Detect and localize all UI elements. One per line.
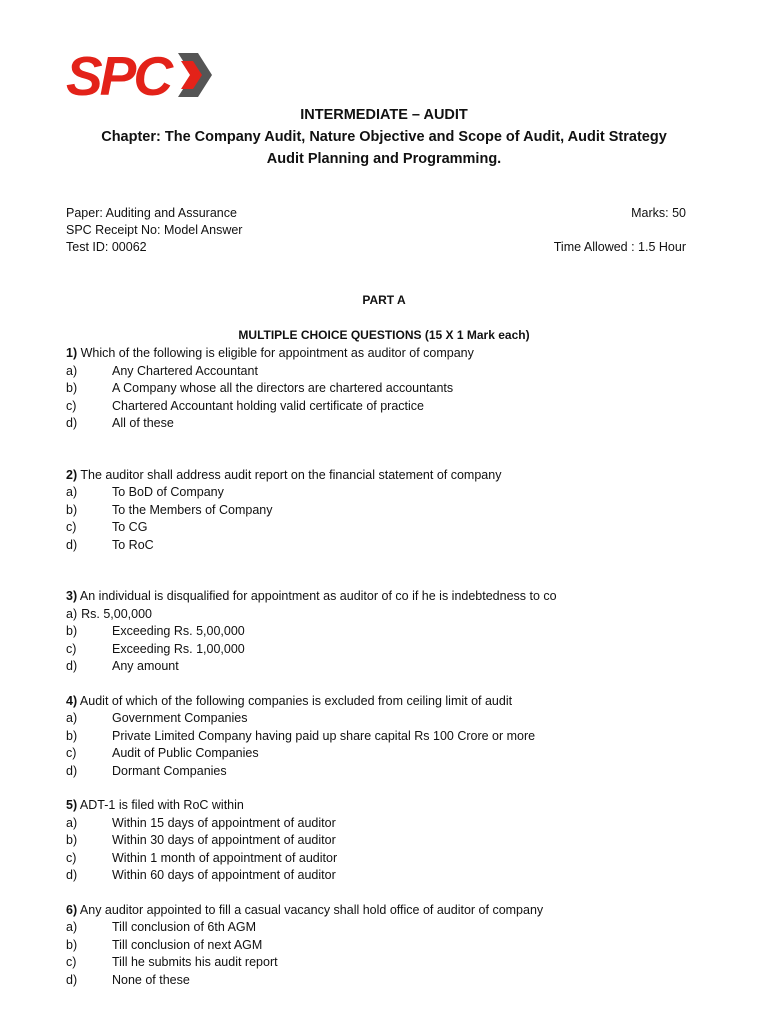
option-label: b) <box>66 624 78 638</box>
option-text: All of these <box>112 416 174 430</box>
answer-option <box>66 398 706 416</box>
question-text-line <box>66 467 706 485</box>
answer-option <box>66 623 706 641</box>
option-label: d) <box>66 659 78 673</box>
option-label: d) <box>66 868 78 882</box>
question-text: ADT-1 is filed with RoC within <box>79 798 244 812</box>
question-text: Any auditor appointed to fill a casual vacancy shall hold office of auditor of company <box>79 902 544 917</box>
part-label: PART A <box>362 293 406 307</box>
answer-option <box>66 850 706 868</box>
marks: Marks: 50 <box>631 206 686 220</box>
question-text: An individual is disqualified for appointment as auditor of co if he is indebtedness to co <box>79 589 557 603</box>
option-label: b) <box>66 728 78 743</box>
option-label: d) <box>66 537 78 552</box>
answer-option <box>66 519 706 537</box>
option-label: a) <box>66 711 78 725</box>
question-text: Which of the following is eligible for appointment as auditor of company <box>80 346 474 360</box>
option-text: To BoD of Company <box>112 485 224 499</box>
answer-option <box>66 745 706 763</box>
time-allowed: Time Allowed : 1.5 Hour <box>553 240 686 254</box>
option-label: a) <box>66 363 78 378</box>
option-label: c) <box>66 520 77 534</box>
question-number: 5) <box>66 798 78 812</box>
question-number: 3) <box>66 589 78 603</box>
answer-option <box>66 763 706 781</box>
option-text: Audit of Public Companies <box>112 746 259 760</box>
answer-option <box>66 641 706 659</box>
option-text: Till he submits his audit report <box>112 955 278 969</box>
option-label: a) <box>66 815 78 830</box>
question-number: 6) <box>66 902 78 917</box>
option-label: a) <box>66 920 78 934</box>
document-title: INTERMEDIATE – AUDIT <box>300 107 468 123</box>
option-text: Within 60 days of appointment of auditor <box>112 868 336 882</box>
answer-option <box>66 832 706 850</box>
chapter-line-1: Chapter: The Company Audit, Nature Objective and Scope of Audit, Audit Strategy <box>101 129 667 145</box>
option-text: None of these <box>112 972 190 987</box>
question-text-line <box>66 902 706 920</box>
option-text: Within 30 days of appointment of auditor <box>112 833 336 847</box>
option-text: Any amount <box>112 659 179 673</box>
chapter-line-2: Audit Planning and Programming. <box>266 151 502 167</box>
question <box>66 797 706 885</box>
question <box>66 345 706 433</box>
option-label: b) <box>66 833 78 847</box>
test-id: Test ID: 00062 <box>66 240 147 254</box>
answer-option <box>66 606 706 624</box>
question-text-line <box>66 345 706 363</box>
option-text: Within 1 month of appointment of auditor <box>112 850 338 865</box>
receipt-number: SPC Receipt No: Model Answer <box>66 223 243 237</box>
option-text: Till conclusion of 6th AGM <box>112 920 257 934</box>
option-text: To the Members of Company <box>112 502 273 517</box>
answer-option <box>66 415 706 433</box>
answer-option <box>66 972 706 990</box>
question-number: 1) <box>66 346 78 360</box>
spc-logo-wordmark: SPC <box>66 45 171 105</box>
answer-option <box>66 484 706 502</box>
option-text: Within 15 days of appointment of auditor <box>112 815 336 830</box>
option-label: a) <box>66 485 78 499</box>
answer-option <box>66 658 706 676</box>
paper-name: Paper: Auditing and Assurance <box>66 206 237 220</box>
option-label: c) <box>66 955 77 969</box>
answer-option <box>66 728 706 746</box>
answer-option <box>66 937 706 955</box>
option-text: Exceeding Rs. 1,00,000 <box>112 641 245 656</box>
option-label: b) <box>66 381 78 395</box>
option-label: c) <box>66 850 77 865</box>
option-text: Chartered Accountant holding valid certificate of practice <box>112 398 424 413</box>
option-text: Private Limited Company having paid up share capital Rs 100 Crore or more <box>112 728 536 743</box>
answer-option <box>66 919 706 937</box>
answer-option <box>66 537 706 555</box>
question <box>66 467 706 555</box>
answer-option <box>66 954 706 972</box>
option-label: c) <box>66 398 77 413</box>
answer-option <box>66 363 706 381</box>
answer-option <box>66 502 706 520</box>
question-text: The auditor shall address audit report on the financial statement of company <box>80 467 502 482</box>
option-label: d) <box>66 763 78 778</box>
answer-option <box>66 815 706 833</box>
option-label: c) <box>66 746 77 760</box>
question-number: 2) <box>66 467 78 482</box>
option-text: To CG <box>112 520 148 534</box>
document-header <box>0 104 768 170</box>
option-text: Any Chartered Accountant <box>112 363 258 378</box>
answer-option <box>66 710 706 728</box>
option-label: d) <box>66 416 78 430</box>
option-label: b) <box>66 937 78 952</box>
section-heading: MULTIPLE CHOICE QUESTIONS (15 X 1 Mark each) <box>238 328 530 342</box>
question-list <box>66 345 706 989</box>
option-label: b) <box>66 502 78 517</box>
question-text-line <box>66 588 706 606</box>
question <box>66 693 706 781</box>
option-text: To RoC <box>112 537 154 552</box>
question <box>66 588 706 676</box>
option-label: c) <box>66 641 77 656</box>
answer-option <box>66 380 706 398</box>
question-number: 4) <box>66 693 78 708</box>
answer-option <box>66 867 706 885</box>
question-text-line <box>66 797 706 815</box>
option-text: A Company whose all the directors are chartered accountants <box>112 381 454 395</box>
option-text: Dormant Companies <box>112 763 227 778</box>
option-text: Exceeding Rs. 5,00,000 <box>112 624 245 638</box>
option-label: d) <box>66 972 78 987</box>
option-label: a) <box>66 606 78 621</box>
option-text: Government Companies <box>112 711 248 725</box>
question-text-line <box>66 693 706 711</box>
spc-logo <box>66 45 214 105</box>
question-text: Audit of which of the following companies is excluded from ceiling limit of audit <box>79 693 513 708</box>
option-text: Rs. 5,00,000 <box>81 606 153 621</box>
question <box>66 902 706 990</box>
option-text: Till conclusion of next AGM <box>112 937 263 952</box>
